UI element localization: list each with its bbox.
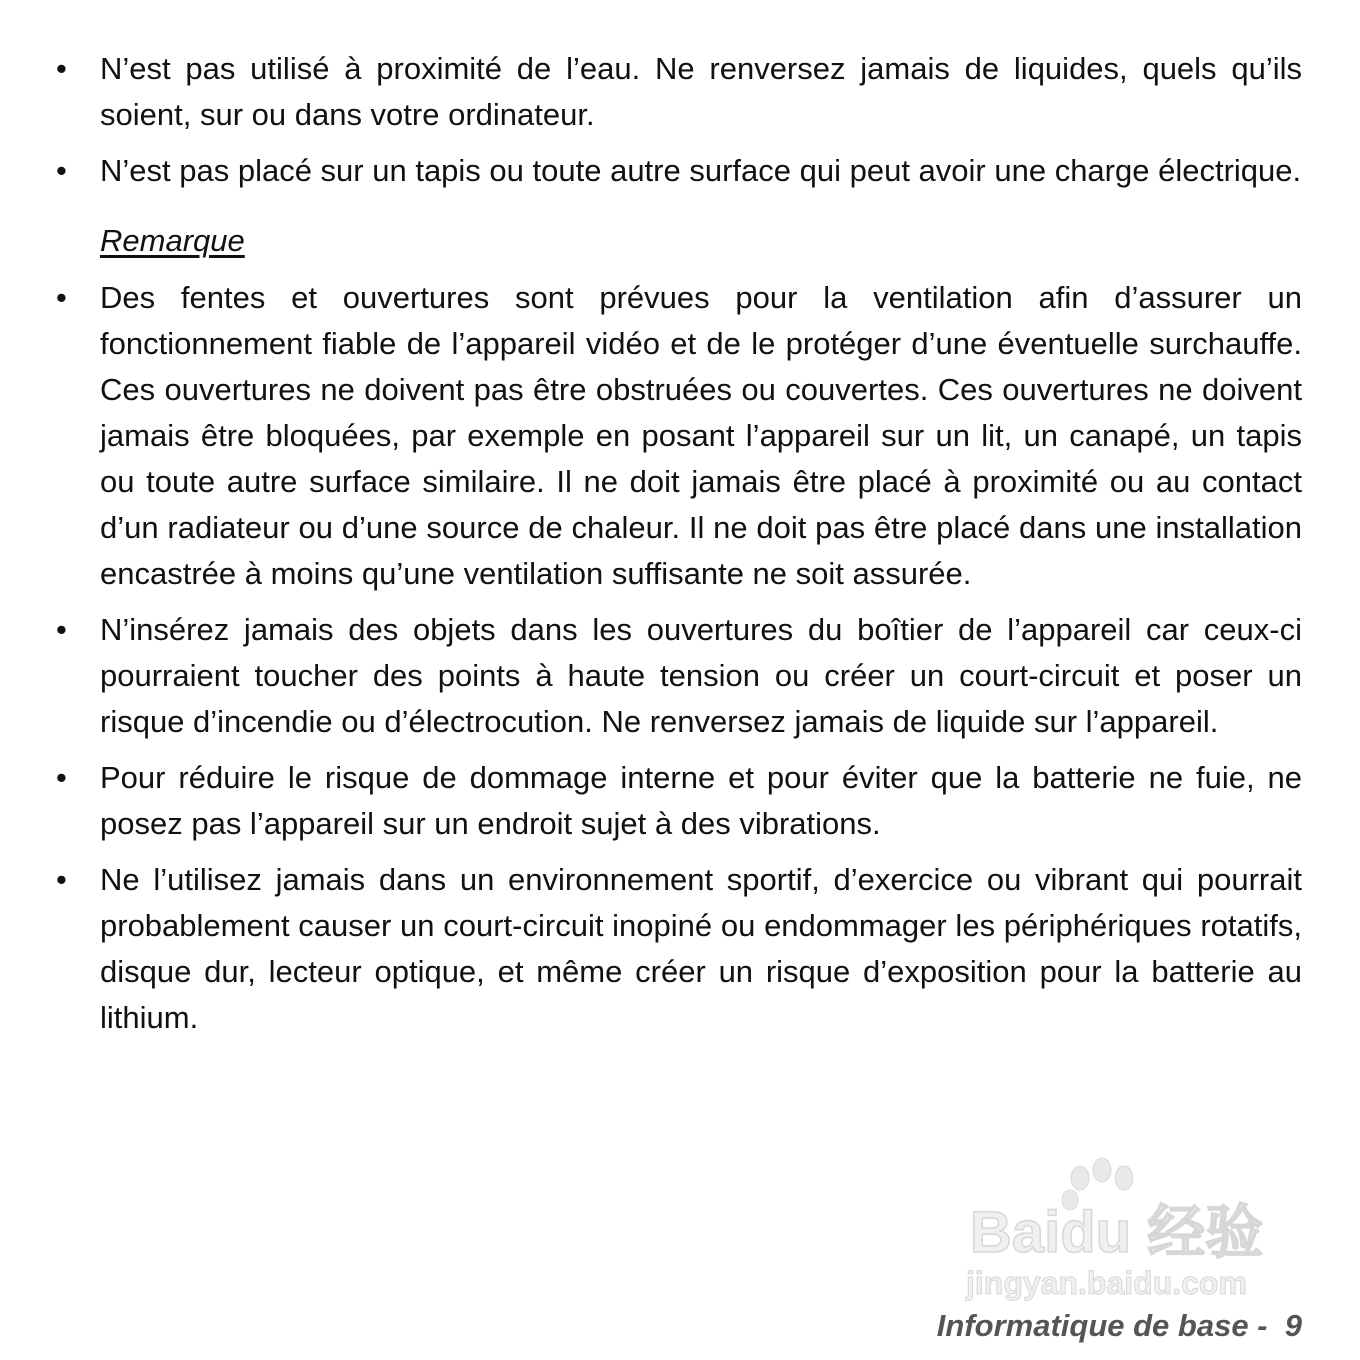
bullet: • — [56, 862, 67, 897]
baidu-watermark-logo — [930, 1148, 1290, 1308]
list-item — [56, 755, 1302, 847]
list-item — [56, 148, 1302, 194]
list-item-text: N’est pas placé sur un tapis ou toute autre surface qui peut avoir une charge électrique. — [100, 153, 1302, 188]
note-heading: Remarque — [100, 223, 245, 258]
bullet: • — [56, 760, 67, 795]
list-item — [56, 607, 1302, 745]
page-number: 9 — [1284, 1308, 1302, 1343]
list-item — [56, 46, 1302, 138]
bullet: • — [56, 153, 67, 188]
list-item — [56, 857, 1302, 1041]
list-item — [56, 275, 1302, 597]
bullet: • — [56, 51, 67, 86]
footer-section-title: Informatique de base - — [936, 1308, 1268, 1343]
list-item-text: Des fentes et ouvertures sont prévues pour la ventilation afin d’assurer un fonctionnement fiable de l’appareil vidéo et de le protéger d’une éventuelle surchauffe. Ces ouvertures ne doivent pas être obstruées ou couvertes. Ces ouvertures ne doivent jamais être bloquées, par exemple en posant l’appareil sur un lit, un canapé, un tapis ou toute autre surface similaire. Il ne doit jamais être placé à proximité ou au contact d’un radiateur ou d’une source de chaleur. Il ne doit pas être placé dans une installation encastrée à moins qu’une ventilation suffisante ne soit assurée. — [100, 280, 1302, 591]
page-content — [56, 46, 1302, 1041]
list-item-text: N’est pas utilisé à proximité de l’eau. Ne renversez jamais de liquides, quels qu’ils soient, sur ou dans votre ordinateur. — [100, 51, 1302, 132]
watermark-url-text: jingyan.baidu.com — [966, 1265, 1247, 1301]
page-footer — [937, 1304, 1302, 1348]
bullet: • — [56, 280, 67, 315]
list-item-text: Ne l’utilisez jamais dans un environnement sportif, d’exercice ou vibrant qui pourrait probablement causer un court-circuit inopiné ou endommager les périphériques rotatifs, disque dur, lecteur optique, et même créer un risque d’exposition pour la batterie au lithium. — [100, 862, 1302, 1035]
watermark-logo-text: Baidu 经验 — [970, 1200, 1264, 1265]
bullet: • — [56, 612, 67, 647]
list-item-text: Pour réduire le risque de dommage interne et pour éviter que la batterie ne fuie, ne posez pas l’appareil sur un endroit sujet à des vibrations. — [100, 760, 1302, 841]
list-item-text: N’insérez jamais des objets dans les ouvertures du boîtier de l’appareil car ceux-ci pourraient toucher des points à haute tension ou créer un court-circuit et poser un risque d’incendie ou d’électrocution. Ne renversez jamais de liquide sur l’appareil. — [100, 612, 1302, 739]
